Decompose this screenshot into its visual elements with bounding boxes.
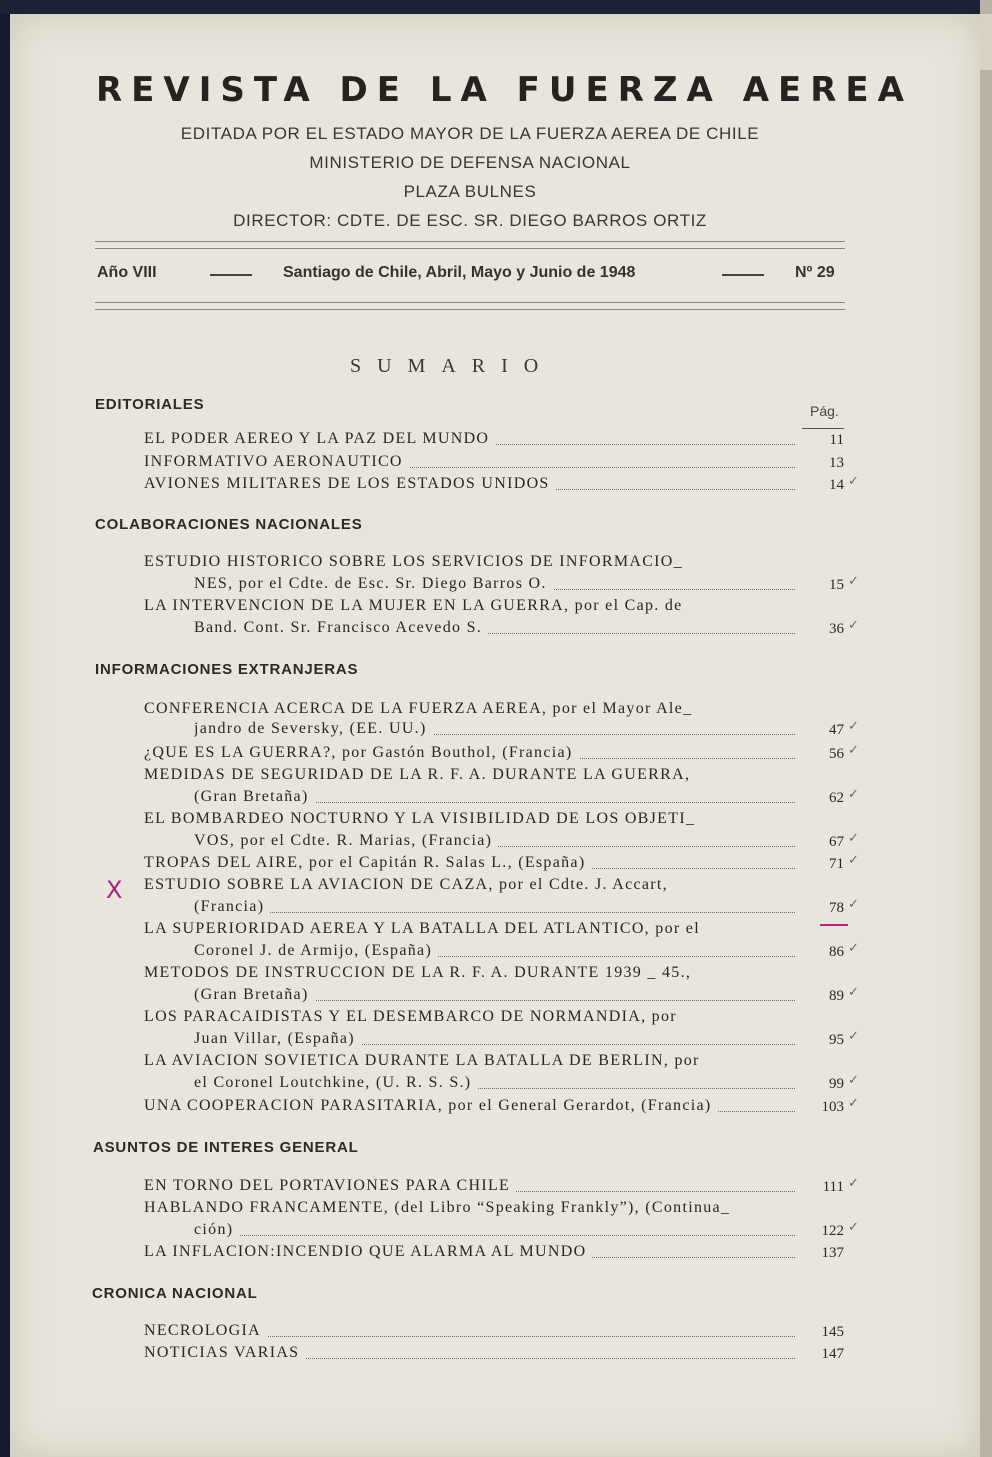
section-heading: COLABORACIONES NACIONALES	[95, 516, 363, 533]
toc-page-number: 14	[829, 477, 844, 493]
toc-page-number: 122	[821, 1223, 844, 1239]
toc-entry-title: ESTUDIO HISTORICO SOBRE LOS SERVICIOS DE INFORMACIO_	[144, 553, 795, 573]
check-mark-icon: ✓	[848, 1219, 859, 1234]
issue-place-date: Santiago de Chile, Abril, Mayo y Junio de 1948	[283, 264, 636, 281]
magazine-title: REVISTA DE LA FUERZA AEREA	[96, 70, 913, 110]
toc-page-number: 145	[821, 1324, 844, 1340]
toc-page-number: 47	[829, 722, 844, 738]
toc-entry-title: AVIONES MILITARES DE LOS ESTADOS UNIDOS	[144, 475, 795, 495]
toc-page-number: 103	[821, 1099, 844, 1115]
toc-entry-title: LOS PARACAIDISTAS Y EL DESEMBARCO DE NORMANDIA, por	[144, 1008, 795, 1028]
toc-page-number: 95	[829, 1032, 844, 1048]
check-mark-icon: ✓	[848, 852, 859, 867]
toc-entry-title: EL PODER AEREO Y LA PAZ DEL MUNDO	[144, 430, 795, 450]
check-mark-icon: ✓	[848, 742, 859, 757]
toc-entry-title: METODOS DE INSTRUCCION DE LA R. F. A. DURANTE 1939 _ 45.,	[144, 964, 795, 984]
toc-page-number: 147	[821, 1346, 844, 1362]
check-mark-icon: ✓	[848, 473, 859, 488]
section-heading: INFORMACIONES EXTRANJERAS	[95, 661, 359, 678]
check-mark-icon: ✓	[848, 617, 859, 632]
check-mark-icon: ✓	[848, 1072, 859, 1087]
toc-page-number: 67	[829, 834, 844, 850]
toc-entry-title: TROPAS DEL AIRE, por el Capitán R. Salas L., (España)	[144, 854, 795, 874]
header-rule	[95, 309, 845, 310]
toc-page-number: 78	[829, 900, 844, 916]
toc-entry-continuation: Coronel J. de Armijo, (España)	[194, 942, 795, 962]
subtitle-line: PLAZA BULNES	[403, 182, 537, 201]
page-column-label: Pág.	[810, 403, 839, 419]
check-mark-icon: ✓	[848, 1095, 859, 1110]
toc-entry-title: EL BOMBARDEO NOCTURNO Y LA VISIBILIDAD DE LOS OBJETI_	[144, 810, 795, 830]
issue-year: Año VIII	[97, 264, 157, 281]
toc-entry-continuation: Band. Cont. Sr. Francisco Acevedo S.	[194, 619, 795, 639]
toc-page-number: 36	[829, 621, 844, 637]
toc-page-number: 71	[829, 856, 844, 872]
check-mark-icon: ✓	[848, 896, 859, 911]
toc-page-number: 86	[829, 944, 844, 960]
check-mark-icon: ✓	[848, 718, 859, 733]
header-rule	[95, 302, 845, 303]
scan-top-border	[0, 0, 992, 14]
toc-page-number: 13	[829, 455, 844, 471]
toc-entry-title: UNA COOPERACION PARASITARIA, por el General Gerardot, (Francia)	[144, 1097, 795, 1117]
header-rule	[95, 241, 845, 242]
check-mark-icon: ✓	[848, 1175, 859, 1190]
page-column-rule	[802, 428, 844, 429]
toc-entry-title: LA AVIACION SOVIETICA DURANTE LA BATALLA DE BERLIN, por	[144, 1052, 795, 1072]
separator-dash	[210, 274, 252, 276]
toc-entry-title: HABLANDO FRANCAMENTE, (del Libro “Speaking Frankly”), (Continua_	[144, 1199, 795, 1219]
margin-mark: X	[106, 876, 123, 904]
toc-entry-title: LA INTERVENCION DE LA MUJER EN LA GUERRA, por el Cap. de	[144, 597, 795, 617]
check-mark-icon: ✓	[848, 984, 859, 999]
check-mark-icon: ✓	[848, 786, 859, 801]
check-mark-icon: ✓	[848, 573, 859, 588]
toc-entry-title: MEDIDAS DE SEGURIDAD DE LA R. F. A. DURANTE LA GUERRA,	[144, 766, 795, 786]
toc-page-number: 99	[829, 1076, 844, 1092]
toc-entry-title: ESTUDIO SOBRE LA AVIACION DE CAZA, por el Cdte. J. Accart,	[144, 876, 795, 896]
section-heading: ASUNTOS DE INTERES GENERAL	[93, 1139, 359, 1156]
toc-entry-continuation: (Gran Bretaña)	[194, 986, 795, 1006]
toc-entry-continuation: (Francia)	[194, 898, 795, 918]
toc-page-number: 111	[822, 1179, 844, 1195]
toc-entry-continuation: NES, por el Cdte. de Esc. Sr. Diego Barros O.	[194, 575, 795, 595]
page-underline-mark	[820, 924, 848, 926]
toc-page-number: 15	[829, 577, 844, 593]
subtitle-line: DIRECTOR: CDTE. DE ESC. SR. DIEGO BARROS ORTIZ	[233, 211, 707, 230]
toc-entry-title: CONFERENCIA ACERCA DE LA FUERZA AEREA, por el Mayor Ale_	[144, 700, 795, 720]
sumario-heading: SUMARIO	[350, 355, 555, 377]
section-heading: EDITORIALES	[95, 396, 205, 413]
toc-entry-continuation: (Gran Bretaña)	[194, 788, 795, 808]
toc-entry-title: NECROLOGIA	[144, 1322, 795, 1342]
toc-page-number: 11	[829, 432, 844, 448]
separator-dash	[722, 274, 764, 276]
toc-entry-title: ¿QUE ES LA GUERRA?, por Gastón Bouthol, (Francia)	[144, 744, 795, 764]
toc-entry-continuation: jandro de Seversky, (EE. UU.)	[194, 720, 795, 740]
scan-right-edge	[980, 0, 992, 1457]
toc-entry-title: NOTICIAS VARIAS	[144, 1344, 795, 1364]
toc-entry-continuation: Juan Villar, (España)	[194, 1030, 795, 1050]
toc-entry-title: INFORMATIVO AERONAUTICO	[144, 453, 795, 473]
section-heading: CRONICA NACIONAL	[92, 1285, 258, 1302]
toc-page-number: 137	[821, 1245, 844, 1261]
toc-entry-continuation: ción)	[194, 1221, 795, 1241]
subtitle-line: MINISTERIO DE DEFENSA NACIONAL	[309, 153, 631, 172]
subtitle-line: EDITADA POR EL ESTADO MAYOR DE LA FUERZA AEREA DE CHILE	[180, 124, 760, 143]
check-mark-icon: ✓	[848, 830, 859, 845]
toc-entry-title: LA SUPERIORIDAD AEREA Y LA BATALLA DEL ATLANTICO, por el	[144, 920, 795, 940]
toc-entry-continuation: VOS, por el Cdte. R. Marias, (Francia)	[194, 832, 795, 852]
header-rule	[95, 248, 845, 249]
check-mark-icon: ✓	[848, 1028, 859, 1043]
toc-page-number: 56	[829, 746, 844, 762]
toc-entry-continuation: el Coronel Loutchkine, (U. R. S. S.)	[194, 1074, 795, 1094]
toc-page-number: 62	[829, 790, 844, 806]
toc-page-number: 89	[829, 988, 844, 1004]
check-mark-icon: ✓	[848, 940, 859, 955]
toc-entry-title: LA INFLACION:INCENDIO QUE ALARMA AL MUNDO	[144, 1243, 795, 1263]
issue-number: Nº 29	[795, 264, 835, 281]
toc-entry-title: EN TORNO DEL PORTAVIONES PARA CHILE	[144, 1177, 795, 1197]
